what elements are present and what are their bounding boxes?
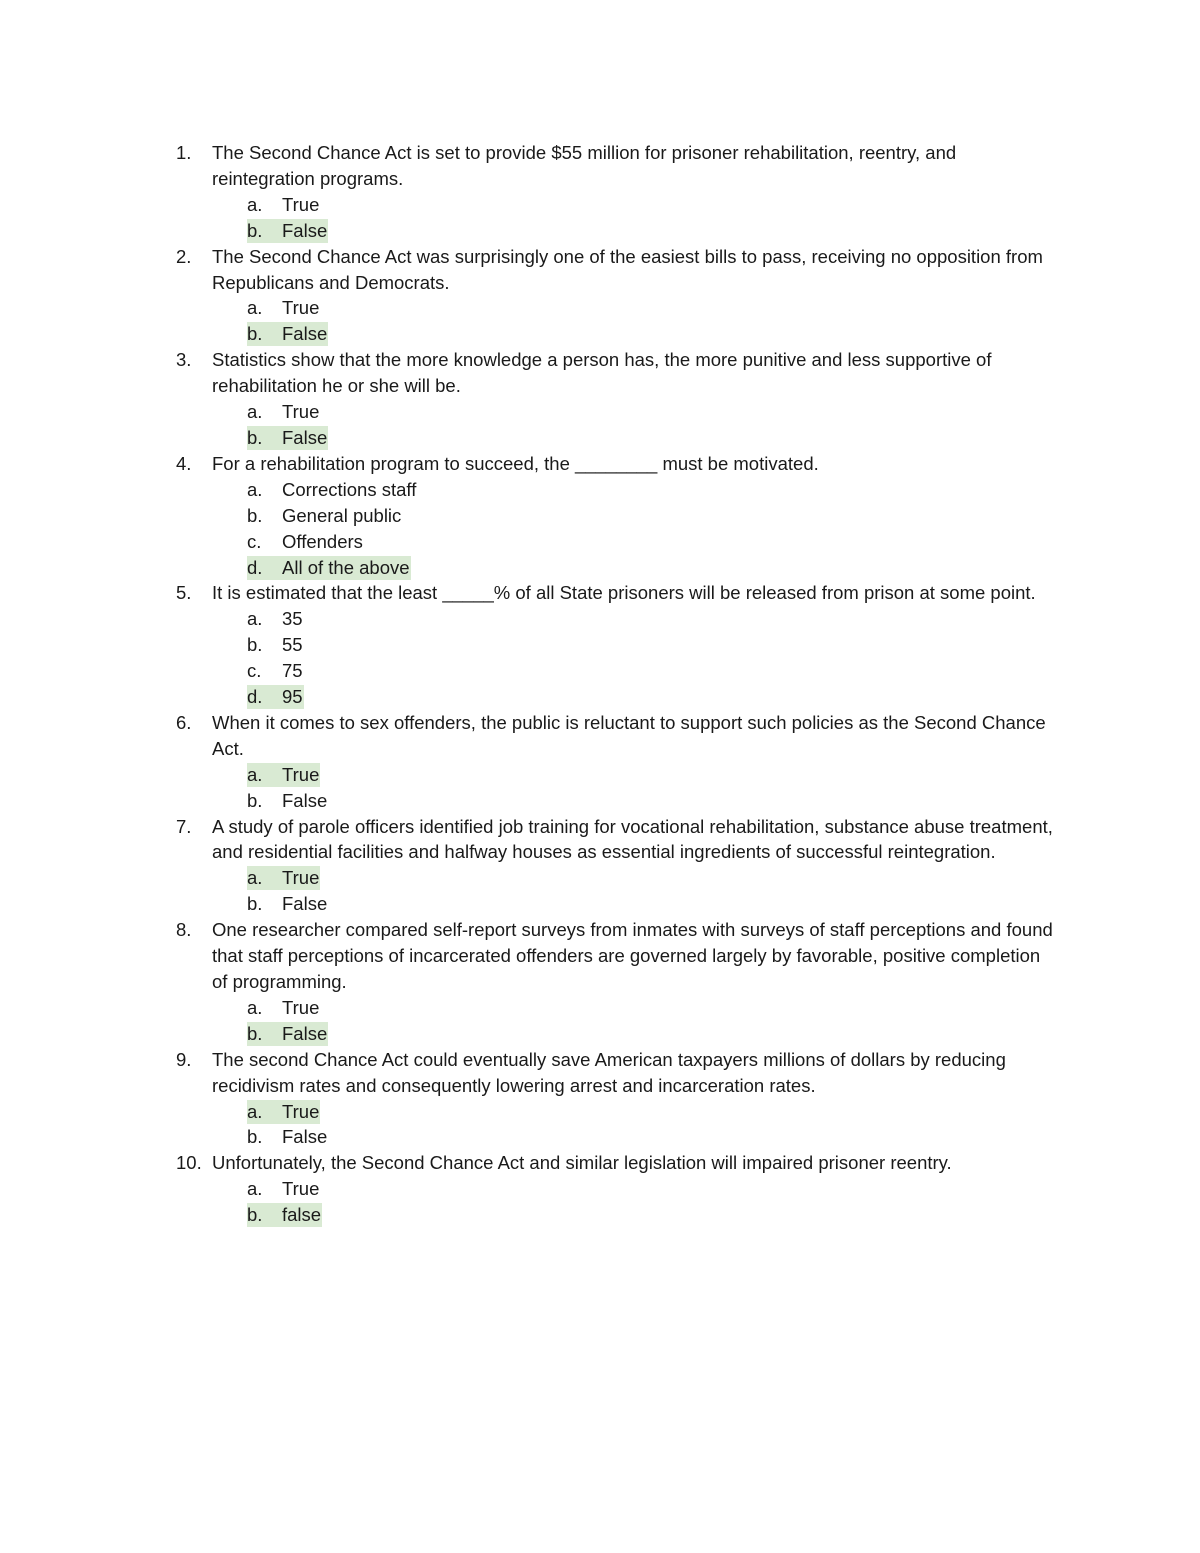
- answer-option-correct: [247, 321, 1057, 347]
- answer-option: [247, 606, 1057, 632]
- option-letter: a.: [247, 401, 263, 423]
- correct-answer-highlight: [247, 322, 328, 346]
- answer-option: [247, 1124, 1057, 1150]
- answer-option: [247, 192, 1057, 218]
- answer-content: [247, 633, 304, 657]
- question-text: One researcher compared self-report surveys from inmates with surveys of staff perceptions and found that staff perceptions of incarcerated offenders are governed largely by favorable, positive completion of programming.: [212, 919, 1053, 992]
- option-letter: a.: [247, 193, 263, 215]
- answer-option: [247, 788, 1057, 814]
- question-number: 8.: [176, 919, 192, 941]
- answer-option: [247, 295, 1057, 321]
- option-letter: a.: [247, 478, 263, 500]
- answer-options: [212, 192, 1057, 244]
- answer-option: [247, 399, 1057, 425]
- question-item: [0, 917, 1057, 1047]
- option-letter: b.: [247, 634, 263, 656]
- option-letter: a.: [247, 996, 263, 1018]
- answer-options: [212, 295, 1057, 347]
- answer-option-correct: [247, 684, 1057, 710]
- correct-answer-highlight: [247, 1100, 320, 1124]
- option-text: False: [282, 426, 328, 448]
- answer-content: [247, 996, 320, 1020]
- option-text: True: [282, 401, 320, 423]
- document-page: [0, 140, 1200, 1228]
- option-text: False: [282, 323, 328, 345]
- question-number: 6.: [176, 711, 192, 733]
- option-letter: b.: [247, 1126, 263, 1148]
- option-text: Offenders: [282, 530, 363, 552]
- answer-option: [247, 658, 1057, 684]
- question-number: 9.: [176, 1048, 192, 1070]
- correct-answer-highlight: [247, 866, 320, 890]
- option-letter: b.: [247, 893, 263, 915]
- answer-option-correct: [247, 1099, 1057, 1125]
- option-text: False: [282, 1022, 328, 1044]
- answer-content: [247, 789, 328, 813]
- answer-option-correct: [247, 218, 1057, 244]
- question-item: [0, 347, 1057, 451]
- answer-content: [247, 1125, 328, 1149]
- option-letter: b.: [247, 323, 263, 345]
- question-text: The Second Chance Act is set to provide $55 million for prisoner rehabilitation, reentry, and reintegration programs.: [212, 142, 957, 189]
- option-letter: a.: [247, 1178, 263, 1200]
- answer-content: [247, 659, 304, 683]
- question-item: [0, 1047, 1057, 1151]
- option-text: 55: [282, 634, 303, 656]
- option-letter: b.: [247, 1204, 263, 1226]
- question-item: [0, 1150, 1057, 1228]
- option-letter: a.: [247, 608, 263, 630]
- answer-content: [247, 193, 320, 217]
- option-text: 35: [282, 608, 303, 630]
- option-letter: a.: [247, 297, 263, 319]
- option-letter: d.: [247, 686, 263, 708]
- option-text: True: [282, 297, 320, 319]
- answer-option-correct: [247, 1021, 1057, 1047]
- question-item: [0, 451, 1057, 581]
- answer-options: [212, 762, 1057, 814]
- option-text: True: [282, 1178, 320, 1200]
- question-text: For a rehabilitation program to succeed, the ________ must be motivated.: [212, 452, 819, 474]
- question-number: 5.: [176, 582, 192, 604]
- option-letter: c.: [247, 660, 262, 682]
- question-number: 7.: [176, 815, 192, 837]
- question-number: 10.: [176, 1152, 202, 1174]
- option-text: All of the above: [282, 556, 410, 578]
- option-text: False: [282, 219, 328, 241]
- option-text: false: [282, 1204, 322, 1226]
- answer-content: [247, 607, 304, 631]
- answer-option-correct: [247, 425, 1057, 451]
- answer-content: [247, 400, 320, 424]
- option-text: Corrections staff: [282, 478, 417, 500]
- correct-answer-highlight: [247, 685, 304, 709]
- option-text: General public: [282, 504, 402, 526]
- answer-option-correct: [247, 762, 1057, 788]
- question-list: [0, 140, 1200, 1228]
- question-text: Statistics show that the more knowledge a person has, the more punitive and less supportive of rehabilitation he or she will be.: [212, 349, 992, 397]
- answer-option-correct: [247, 555, 1057, 581]
- option-text: False: [282, 893, 328, 915]
- option-letter: b.: [247, 219, 263, 241]
- question-item: [0, 140, 1057, 244]
- correct-answer-highlight: [247, 219, 328, 243]
- option-text: True: [282, 763, 320, 785]
- answer-options: [212, 606, 1057, 710]
- correct-answer-highlight: [247, 1022, 328, 1046]
- answer-content: [247, 892, 328, 916]
- answer-options: [212, 399, 1057, 451]
- question-text: It is estimated that the least _____% of all State prisoners will be released from prison at some point.: [212, 582, 1036, 604]
- answer-options: [212, 477, 1057, 581]
- answer-option: [247, 1176, 1057, 1202]
- answer-content: [247, 296, 320, 320]
- question-item: [0, 814, 1057, 918]
- answer-option: [247, 891, 1057, 917]
- question-number: 2.: [176, 245, 192, 267]
- answer-option-correct: [247, 1202, 1057, 1228]
- option-text: True: [282, 996, 320, 1018]
- option-text: True: [282, 867, 320, 889]
- option-text: True: [282, 193, 320, 215]
- question-text: When it comes to sex offenders, the public is reluctant to support such policies as the Second Chance Act.: [212, 711, 1046, 759]
- answer-option: [247, 529, 1057, 555]
- question-item: [0, 710, 1057, 814]
- question-text: The Second Chance Act was surprisingly one of the easiest bills to pass, receiving no opposition from Republicans and Democrats.: [212, 245, 1043, 293]
- answer-options: [212, 1176, 1057, 1228]
- option-letter: d.: [247, 556, 263, 578]
- answer-content: [247, 478, 417, 502]
- answer-options: [212, 995, 1057, 1047]
- option-text: 75: [282, 660, 303, 682]
- answer-content: [247, 504, 402, 528]
- question-number: 3.: [176, 349, 192, 371]
- option-text: True: [282, 1100, 320, 1122]
- option-text: False: [282, 789, 328, 811]
- answer-option: [247, 477, 1057, 503]
- answer-options: [212, 1099, 1057, 1151]
- correct-answer-highlight: [247, 763, 320, 787]
- question-number: 4.: [176, 452, 192, 474]
- option-letter: b.: [247, 1022, 263, 1044]
- answer-option: [247, 995, 1057, 1021]
- correct-answer-highlight: [247, 556, 411, 580]
- answer-option: [247, 632, 1057, 658]
- question-text: The second Chance Act could eventually save American taxpayers millions of dollars by reducing recidivism rates and consequently lowering arrest and incarceration rates.: [212, 1048, 1006, 1096]
- question-item: [0, 244, 1057, 348]
- option-letter: b.: [247, 426, 263, 448]
- answer-options: [212, 865, 1057, 917]
- option-text: 95: [282, 686, 303, 708]
- answer-content: [247, 530, 364, 554]
- answer-option-correct: [247, 865, 1057, 891]
- option-letter: a.: [247, 1100, 263, 1122]
- option-letter: b.: [247, 789, 263, 811]
- option-letter: a.: [247, 763, 263, 785]
- question-item: [0, 580, 1057, 710]
- question-number: 1.: [176, 142, 192, 163]
- option-letter: a.: [247, 867, 263, 889]
- answer-option: [247, 503, 1057, 529]
- option-letter: c.: [247, 530, 262, 552]
- question-text: Unfortunately, the Second Chance Act and similar legislation will impaired prisoner reentry.: [212, 1152, 952, 1174]
- answer-content: [247, 1177, 320, 1201]
- option-letter: b.: [247, 504, 263, 526]
- correct-answer-highlight: [247, 426, 328, 450]
- correct-answer-highlight: [247, 1203, 322, 1227]
- question-text: A study of parole officers identified job training for vocational rehabilitation, substance abuse treatment, and residential facilities and halfway houses as essential ingredients of successful reintegration.: [212, 815, 1053, 863]
- option-text: False: [282, 1126, 328, 1148]
